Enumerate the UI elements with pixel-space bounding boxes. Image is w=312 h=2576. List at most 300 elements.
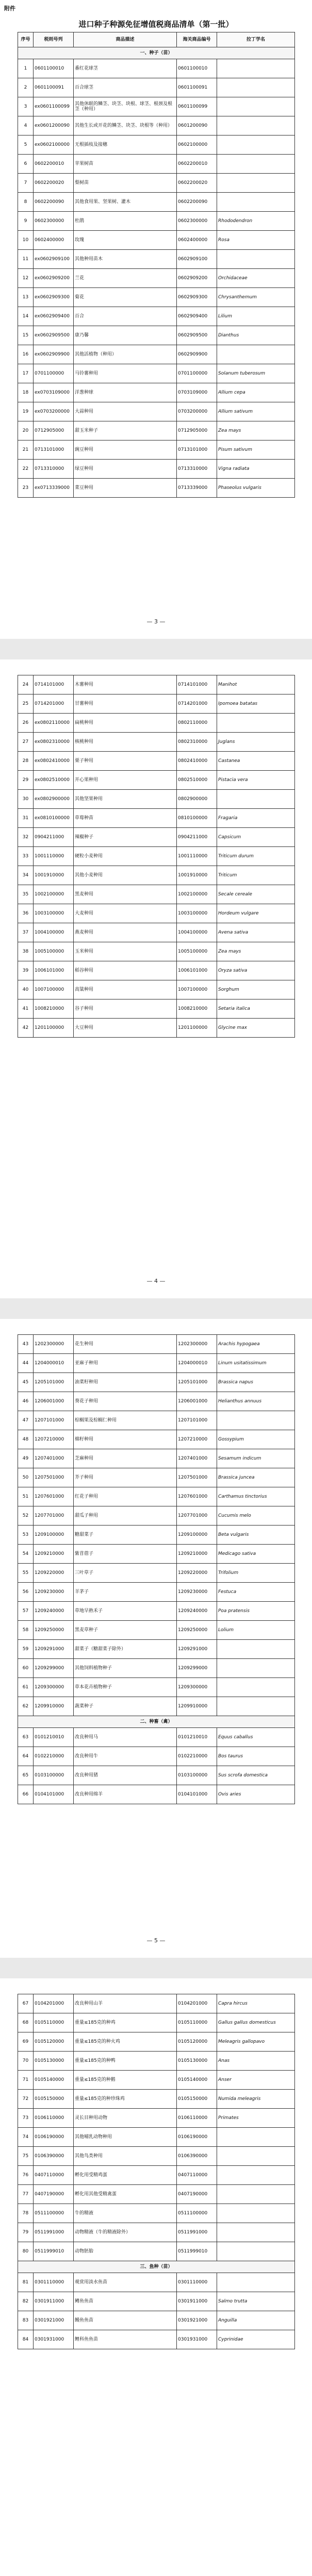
customs-code: 1209300000 <box>177 1678 217 1697</box>
product-description: 重量≤185克的种珍珠鸡 <box>74 2090 177 2109</box>
latin-name: Anas <box>217 2052 295 2071</box>
latin-name <box>217 1678 295 1697</box>
row-number: 17 <box>18 364 34 383</box>
table-row <box>18 1335 295 1354</box>
tariff-code: 0904211000 <box>34 828 74 847</box>
product-description: 扁桃种用 <box>74 714 177 733</box>
table-row <box>18 752 295 771</box>
page-gap <box>0 1958 312 1978</box>
row-number: 60 <box>18 1659 34 1678</box>
tariff-code: 1207210000 <box>34 1430 74 1449</box>
customs-code: 0602909100 <box>177 250 217 269</box>
row-number: 55 <box>18 1564 34 1583</box>
customs-code: 0713101000 <box>177 440 217 460</box>
tariff-code: 0104201000 <box>34 1994 74 2013</box>
product-description: 棕榈果及棕榈仁种用 <box>74 1411 177 1430</box>
tariff-code: 0701100000 <box>34 364 74 383</box>
table-row <box>18 1487 295 1506</box>
tariff-code: 1209230000 <box>34 1583 74 1602</box>
table-row <box>18 1449 295 1468</box>
table-row <box>18 135 295 155</box>
latin-name: Ipomoea batatas <box>217 694 295 714</box>
product-description: 燕麦种用 <box>74 923 177 942</box>
table-row <box>18 2223 295 2242</box>
latin-name: Anser <box>217 2071 295 2090</box>
attachment-label: 附件 <box>4 5 15 12</box>
product-description: 动物胚胎 <box>74 2242 177 2261</box>
latin-name: Cucumis melo <box>217 1506 295 1526</box>
table-row <box>18 2013 295 2032</box>
customs-code: 0301921000 <box>177 2311 217 2330</box>
table-row <box>18 116 295 135</box>
latin-name: Fragaria <box>217 809 295 828</box>
latin-name: Manihot <box>217 675 295 694</box>
tariff-code: 0602400000 <box>34 231 74 250</box>
product-description: 花生种用 <box>74 1335 177 1354</box>
tariff-code: 0602200010 <box>34 155 74 174</box>
row-number: 47 <box>18 1411 34 1430</box>
tariff-code: ex0703200000 <box>34 402 74 421</box>
customs-code: 0106390000 <box>177 2147 217 2166</box>
latin-name: Equus caballus <box>217 1728 295 1747</box>
latin-name <box>217 790 295 809</box>
customs-code: 1209100000 <box>177 1526 217 1545</box>
table-row <box>18 78 295 97</box>
latin-name: Triticum <box>217 866 295 885</box>
customs-code: 1209210000 <box>177 1545 217 1564</box>
product-description: 甜玉米种子 <box>74 421 177 440</box>
customs-code: 0802510000 <box>177 771 217 790</box>
latin-name: Zea mays <box>217 421 295 440</box>
latin-name: Carthamus tinctorius <box>217 1487 295 1506</box>
tariff-code: 1209910000 <box>34 1697 74 1716</box>
product-description: 甜菜子（糖甜菜子除外） <box>74 1640 177 1659</box>
customs-code: 1004100000 <box>177 923 217 942</box>
row-number: 29 <box>18 771 34 790</box>
row-number: 58 <box>18 1621 34 1640</box>
latin-name: Trifolium <box>217 1564 295 1583</box>
product-description: 孵化用受精鸡蛋 <box>74 2166 177 2185</box>
table-row <box>18 402 295 421</box>
tariff-code: 0602200020 <box>34 174 74 193</box>
customs-code: 1207210000 <box>177 1430 217 1449</box>
customs-code: 1002100000 <box>177 885 217 904</box>
product-description: 亚麻子种用 <box>74 1354 177 1373</box>
row-number: 25 <box>18 694 34 714</box>
customs-code: 0703109000 <box>177 383 217 402</box>
latin-name: Numida meleagris <box>217 2090 295 2109</box>
table-row <box>18 714 295 733</box>
customs-code: 1204000010 <box>177 1354 217 1373</box>
customs-code: 1209291000 <box>177 1640 217 1659</box>
tariff-code: 1204000010 <box>34 1354 74 1373</box>
row-number: 79 <box>18 2223 34 2242</box>
product-description: 重量≤185克的种火鸡 <box>74 2032 177 2052</box>
table-row <box>18 1392 295 1411</box>
tariff-code: 1207601000 <box>34 1487 74 1506</box>
table-row <box>18 1411 295 1430</box>
row-number: 28 <box>18 752 34 771</box>
customs-code: 1209230000 <box>177 1583 217 1602</box>
customs-code: 0714201000 <box>177 694 217 714</box>
row-number: 22 <box>18 460 34 479</box>
table-row <box>18 2185 295 2204</box>
row-number: 65 <box>18 1766 34 1785</box>
customs-code: 0407110000 <box>177 2166 217 2185</box>
table-row <box>18 174 295 193</box>
row-number: 76 <box>18 2166 34 2185</box>
latin-name <box>217 116 295 135</box>
table-row <box>18 2242 295 2261</box>
latin-name <box>217 345 295 364</box>
customs-code: 0713339000 <box>177 479 217 498</box>
table-row <box>18 2311 295 2330</box>
tariff-code: 0601100091 <box>34 78 74 97</box>
product-description: 杜鹃 <box>74 212 177 231</box>
latin-name: Arachis hypogaea <box>217 1335 295 1354</box>
product-description: 甘薯种用 <box>74 694 177 714</box>
row-number: 44 <box>18 1354 34 1373</box>
latin-name: Brassica juncea <box>217 1468 295 1487</box>
tariff-code: 0106190000 <box>34 2128 74 2147</box>
product-description: 绿豆种用 <box>74 460 177 479</box>
page-number: — 5 — <box>146 1937 166 1944</box>
customs-code: 1209240000 <box>177 1602 217 1621</box>
latin-name: Festuca <box>217 1583 295 1602</box>
table-row <box>18 1621 295 1640</box>
product-description: 其他活植物（种用） <box>74 345 177 364</box>
customs-code: 0511999010 <box>177 2242 217 2261</box>
tariff-code: 1205101000 <box>34 1373 74 1392</box>
row-number: 73 <box>18 2109 34 2128</box>
row-number: 81 <box>18 2273 34 2292</box>
product-description: 油菜籽种用 <box>74 1373 177 1392</box>
latin-name <box>217 2223 295 2242</box>
table-row <box>18 269 295 288</box>
tariff-code: ex0802310000 <box>34 733 74 752</box>
customs-code: 0701100000 <box>177 364 217 383</box>
row-number: 39 <box>18 961 34 980</box>
latin-name: Oryza sativa <box>217 961 295 980</box>
product-description: 三叶草子 <box>74 1564 177 1583</box>
table-row <box>18 155 295 174</box>
row-number: 49 <box>18 1449 34 1468</box>
row-number: 32 <box>18 828 34 847</box>
customs-code: 1003100000 <box>177 904 217 923</box>
tariff-code: 0106110000 <box>34 2109 74 2128</box>
latin-name: Helianthus annuus <box>217 1392 295 1411</box>
tariff-code: 1209250000 <box>34 1621 74 1640</box>
customs-code: 1209299000 <box>177 1659 217 1678</box>
customs-code: 1008210000 <box>177 999 217 1019</box>
tariff-code: ex0602909500 <box>34 326 74 345</box>
tariff-code: ex0802110000 <box>34 714 74 733</box>
customs-code: 1005100000 <box>177 942 217 961</box>
latin-name: Castanea <box>217 752 295 771</box>
tariff-code: 1209240000 <box>34 1602 74 1621</box>
tariff-code: ex0713339000 <box>34 479 74 498</box>
product-description: 苹果树苗 <box>74 155 177 174</box>
tariff-code: 1007100000 <box>34 980 74 999</box>
table-row <box>18 59 295 78</box>
row-number: 43 <box>18 1335 34 1354</box>
table-row <box>18 1659 295 1678</box>
tariff-code: 1209220000 <box>34 1564 74 1583</box>
latin-name: Pisum sativum <box>217 440 295 460</box>
row-number: 83 <box>18 2311 34 2330</box>
tariff-code: 1207701000 <box>34 1506 74 1526</box>
table-row <box>18 2071 295 2090</box>
row-number: 66 <box>18 1785 34 1804</box>
document-page-1 <box>0 0 312 639</box>
table-row <box>18 2204 295 2223</box>
table-row <box>18 847 295 866</box>
latin-name: Anguilla <box>217 2311 295 2330</box>
row-number: 59 <box>18 1640 34 1659</box>
latin-name: Sorghum <box>217 980 295 999</box>
latin-name: Brassica napus <box>217 1373 295 1392</box>
row-number: 54 <box>18 1545 34 1564</box>
latin-name: Hordeum vulgare <box>217 904 295 923</box>
row-number: 51 <box>18 1487 34 1506</box>
product-description: 番红花球茎 <box>74 59 177 78</box>
latin-name <box>217 2204 295 2223</box>
customs-code: 0601200090 <box>177 116 217 135</box>
tariff-code: 1001910000 <box>34 866 74 885</box>
row-number: 48 <box>18 1430 34 1449</box>
row-number: 34 <box>18 866 34 885</box>
table-row <box>18 421 295 440</box>
tariff-code: ex0602909400 <box>34 307 74 326</box>
table-row <box>18 231 295 250</box>
table-row <box>18 2032 295 2052</box>
tariff-code: 1002100000 <box>34 885 74 904</box>
latin-name <box>217 1659 295 1678</box>
row-number: 16 <box>18 345 34 364</box>
latin-name <box>217 250 295 269</box>
tariff-code: 0104101000 <box>34 1785 74 1804</box>
column-header: 序号 <box>18 32 34 47</box>
product-description: 蔬菜种子 <box>74 1697 177 1716</box>
latin-name: Vigna radiata <box>217 460 295 479</box>
table-row <box>18 1019 295 1038</box>
customs-code: 1209250000 <box>177 1621 217 1640</box>
row-number: 31 <box>18 809 34 828</box>
table-row <box>18 2273 295 2292</box>
table-row <box>18 980 295 999</box>
product-description: 草本花卉植物种子 <box>74 1678 177 1697</box>
product-description: 大豆种用 <box>74 1019 177 1038</box>
latin-name: Triticum durum <box>217 847 295 866</box>
customs-code: 0802410000 <box>177 752 217 771</box>
customs-code: 0602909500 <box>177 326 217 345</box>
page-number: — 4 — <box>146 1278 166 1284</box>
latin-name: Gallus gallus domesticus <box>217 2013 295 2032</box>
latin-name <box>217 174 295 193</box>
latin-name: Linum usitatissimum <box>217 1354 295 1373</box>
row-number: 57 <box>18 1602 34 1621</box>
table-row <box>18 383 295 402</box>
customs-code: 0105150000 <box>177 2090 217 2109</box>
row-number: 61 <box>18 1678 34 1697</box>
tariff-code: 0511999010 <box>34 2242 74 2261</box>
catalogue-table <box>18 1334 295 1804</box>
product-description: 其他种用苗木 <box>74 250 177 269</box>
table-row <box>18 345 295 364</box>
table-row <box>18 904 295 923</box>
customs-code: 0904211000 <box>177 828 217 847</box>
section-heading-row <box>18 2261 295 2273</box>
tariff-code: 0105150000 <box>34 2090 74 2109</box>
product-description: 其他哺乳动物种用 <box>74 2128 177 2147</box>
section-heading-row <box>18 1716 295 1728</box>
row-number: 13 <box>18 288 34 307</box>
customs-code: 0602200010 <box>177 155 217 174</box>
tariff-code: 1207101000 <box>34 1411 74 1430</box>
customs-code: 0714101000 <box>177 675 217 694</box>
latin-name: Beta vulgaris <box>217 1526 295 1545</box>
tariff-code: 1004100000 <box>34 923 74 942</box>
row-number: 62 <box>18 1697 34 1716</box>
customs-code: 0602909900 <box>177 345 217 364</box>
customs-code: 1001910000 <box>177 866 217 885</box>
tariff-code: ex0802410000 <box>34 752 74 771</box>
customs-code: 0712905000 <box>177 421 217 440</box>
row-number: 75 <box>18 2147 34 2166</box>
table-row <box>18 288 295 307</box>
tariff-code: 0714101000 <box>34 675 74 694</box>
tariff-code: 1209300000 <box>34 1678 74 1697</box>
table-row <box>18 364 295 383</box>
section-heading-row <box>18 47 295 59</box>
table-row <box>18 1468 295 1487</box>
tariff-code: 0301921000 <box>34 2311 74 2330</box>
customs-code: 1209220000 <box>177 1564 217 1583</box>
row-number: 5 <box>18 135 34 155</box>
latin-name: Zea mays <box>217 942 295 961</box>
customs-code: 1006101000 <box>177 961 217 980</box>
latin-name: Gossypium <box>217 1430 295 1449</box>
row-number: 37 <box>18 923 34 942</box>
product-description: 兰花 <box>74 269 177 288</box>
product-description: 其他坚果种用 <box>74 790 177 809</box>
latin-name: Capra hircus <box>217 1994 295 2013</box>
table-row <box>18 828 295 847</box>
latin-name: Glycine max <box>217 1019 295 1038</box>
page-number: — 3 — <box>146 618 166 625</box>
product-description: 其他小麦种用 <box>74 866 177 885</box>
latin-name <box>217 1640 295 1659</box>
table-row <box>18 2090 295 2109</box>
column-header: 海关商品编号 <box>177 32 217 47</box>
latin-name: Allium cepa <box>217 383 295 402</box>
customs-code: 0601100099 <box>177 97 217 116</box>
table-row <box>18 1766 295 1785</box>
tariff-code: 0407190000 <box>34 2185 74 2204</box>
customs-code: 0105140000 <box>177 2071 217 2090</box>
customs-code: 0102210000 <box>177 1747 217 1766</box>
table-row <box>18 193 295 212</box>
product-description: 百合 <box>74 307 177 326</box>
table-row <box>18 885 295 904</box>
latin-name <box>217 2147 295 2166</box>
row-number: 9 <box>18 212 34 231</box>
page-gap <box>0 639 312 659</box>
tariff-code: 1006101000 <box>34 961 74 980</box>
table-row <box>18 694 295 714</box>
customs-code: 0602200090 <box>177 193 217 212</box>
customs-code: 0601100091 <box>177 78 217 97</box>
section-heading: 二、种畜（禽） <box>18 1716 295 1728</box>
product-description: 改良种用牛 <box>74 1747 177 1766</box>
customs-code: 0407190000 <box>177 2185 217 2204</box>
latin-name <box>217 97 295 116</box>
customs-code: 0105110000 <box>177 2013 217 2032</box>
product-description: 草莓种苗 <box>74 809 177 828</box>
product-description: 其他鸟类种用 <box>74 2147 177 2166</box>
row-number: 41 <box>18 999 34 1019</box>
customs-code: 0802310000 <box>177 733 217 752</box>
tariff-code: ex0703109000 <box>34 383 74 402</box>
customs-code: 0105130000 <box>177 2052 217 2071</box>
customs-code: 1207701000 <box>177 1506 217 1526</box>
tariff-code: ex0810100000 <box>34 809 74 828</box>
table-row <box>18 250 295 269</box>
product-description: 稻谷种用 <box>74 961 177 980</box>
column-header: 商品描述 <box>74 32 177 47</box>
product-description: 重量≤185克的种鹅 <box>74 2071 177 2090</box>
tariff-code: 0105110000 <box>34 2013 74 2032</box>
customs-code: 1007100000 <box>177 980 217 999</box>
latin-name <box>217 2242 295 2261</box>
table-row <box>18 790 295 809</box>
table-row <box>18 1506 295 1526</box>
tariff-code: 1001110000 <box>34 847 74 866</box>
product-description: 开心果种用 <box>74 771 177 790</box>
tariff-code: 0511991000 <box>34 2223 74 2242</box>
tariff-code: 0301110000 <box>34 2273 74 2292</box>
latin-name <box>217 59 295 78</box>
product-description: 谷子种用 <box>74 999 177 1019</box>
tariff-code: 0105140000 <box>34 2071 74 2090</box>
row-number: 14 <box>18 307 34 326</box>
row-number: 27 <box>18 733 34 752</box>
customs-code: 0602100000 <box>177 135 217 155</box>
product-description: 黑麦种用 <box>74 885 177 904</box>
latin-name: Allium sativum <box>217 402 295 421</box>
product-description: 改良种用山羊 <box>74 1994 177 2013</box>
table-row <box>18 1430 295 1449</box>
product-description: 甜瓜子种用 <box>74 1506 177 1526</box>
row-number: 11 <box>18 250 34 269</box>
table-row <box>18 1564 295 1583</box>
document-title: 进口种子种源免征增值税商品清单（第一批） <box>78 20 234 29</box>
table-row <box>18 1785 295 1804</box>
customs-code: 0802900000 <box>177 790 217 809</box>
product-description: 草地早熟禾子 <box>74 1602 177 1621</box>
row-number: 2 <box>18 78 34 97</box>
table-row <box>18 1678 295 1697</box>
latin-name <box>217 193 295 212</box>
latin-name: Lolium <box>217 1621 295 1640</box>
tariff-code: 0712905000 <box>34 421 74 440</box>
customs-code: 0104201000 <box>177 1994 217 2013</box>
table-row <box>18 2166 295 2185</box>
row-number: 74 <box>18 2128 34 2147</box>
product-description: 康乃馨 <box>74 326 177 345</box>
product-description: 菜豆种用 <box>74 479 177 498</box>
row-number: 4 <box>18 116 34 135</box>
